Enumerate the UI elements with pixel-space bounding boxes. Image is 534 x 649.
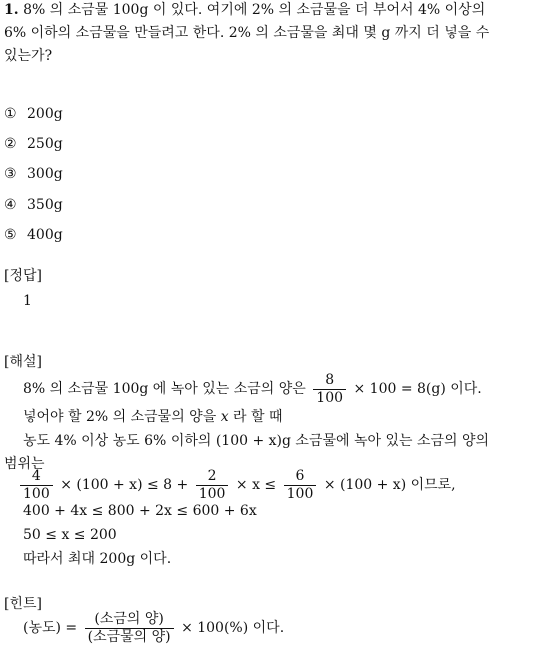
inequality-1-part-1: × (100 + x) ≤ 8 + [60,477,189,493]
choice-3[interactable] [4,165,63,183]
choice-2-text: 250g [27,136,63,152]
inequality-1-part-3: × (100 + x) 이므로, [323,477,456,493]
inequality-1 [20,468,456,502]
choice-3-marker: ③ [4,166,17,182]
fraction-denominator: 100 [286,485,314,502]
variable-x: x [220,409,229,425]
hint-fraction-denominator: (소금물의 양) [87,628,171,645]
explanation-line-1 [23,372,482,406]
answer-value: 1 [23,293,32,309]
answer-heading: [정답] [4,268,42,284]
inequality-2: 400 + 4x ≤ 800 + 2x ≤ 600 + 6x [23,503,257,519]
choice-1-text: 200g [27,106,63,122]
explanation-line-4: 범위는 [4,456,45,472]
choice-5[interactable] [4,226,63,244]
choice-4-text: 350g [27,197,63,213]
problem-line-1 [4,1,485,19]
fraction-denominator: 100 [198,485,226,502]
inequality-1-part-2: × x ≤ [235,477,277,493]
explanation-heading: [해설] [4,354,42,370]
fraction-denominator: 100 [23,485,50,502]
problem-text-2: 6% 이하의 소금물을 만들려고 한다. 2% 의 소금물을 최대 몇 g 까지 더 넣을 수 [4,25,490,41]
hint-formula [23,610,284,646]
explanation-line-1-post: × 100 = 8(g) 이다. [353,381,482,397]
fraction-numerator: 2 [196,469,229,486]
fraction-8-over-100 [313,373,346,406]
hint-rhs: × 100(%) 이다. [181,620,285,636]
choice-4-marker: ④ [4,197,17,213]
problem-text-3: 있는가? [4,48,53,64]
hint-lhs: (농도) = [23,620,78,636]
explanation-line-2-post: 라 할 때 [233,409,283,425]
problem-text-1: 8% 의 소금물 100g 이 있다. 여기에 2% 의 소금물을 더 부어서 4% 이상의 [23,2,486,18]
hint-heading: [힌트] [4,596,42,612]
choice-3-text: 300g [27,166,63,182]
fraction-6-over-100 [284,469,317,502]
choice-2[interactable] [4,135,63,153]
choice-1[interactable] [4,105,63,123]
explanation-line-3: 농도 4% 이상 농도 6% 이하의 (100 + x)g 소금물에 녹아 있는 소금의 양의 [23,433,490,449]
choice-5-marker: ⑤ [4,227,17,243]
choice-5-text: 400g [27,227,63,243]
choice-4[interactable] [4,196,63,214]
fraction-numerator: 8 [313,373,346,390]
explanation-line-2-pre: 넣어야 할 2% 의 소금물의 양을 [23,409,217,425]
problem-number: 1. [4,2,19,18]
explanation-conclusion: 따라서 최대 200g 이다. [23,551,172,567]
fraction-4-over-100 [20,469,53,502]
choice-1-marker: ① [4,106,17,122]
inequality-3: 50 ≤ x ≤ 200 [23,527,117,543]
hint-fraction-numerator: (소금의 양) [85,612,174,629]
fraction-denominator: 100 [316,389,344,406]
fraction-2-over-100 [196,469,229,502]
hint-fraction [85,612,174,645]
fraction-numerator: 6 [284,469,317,486]
explanation-line-1-pre: 8% 의 소금물 100g 에 녹아 있는 소금의 양은 [23,381,306,397]
choice-2-marker: ② [4,136,17,152]
fraction-numerator: 4 [20,469,53,486]
explanation-line-2 [23,408,283,426]
